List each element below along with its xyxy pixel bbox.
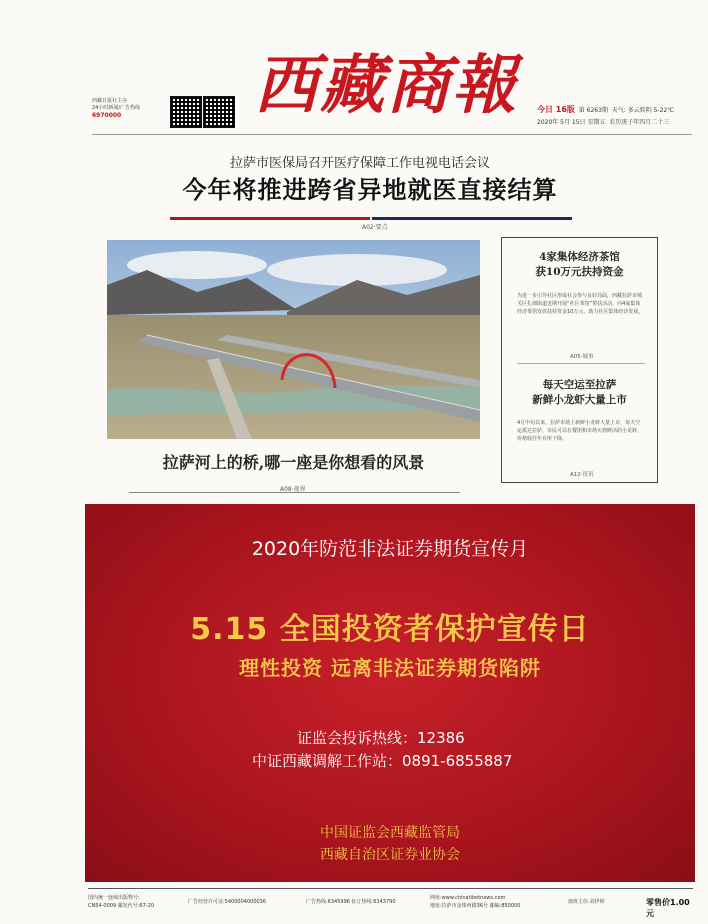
news-brief-box [501, 237, 658, 483]
page-footer [88, 888, 693, 917]
investor-protection-ad [85, 504, 695, 882]
brief-2-page-tag: A12·资讯 [570, 472, 594, 478]
photo-divider [129, 492, 460, 493]
brief-1-page-tag: A05·城事 [570, 354, 594, 360]
brief-2-text: 4月中旬以来，拉萨市场上新鲜小龙虾大量上市，每天空运抵达拉萨，市民可以在餐馆和市场买到鲜活的小龙虾，价格较往年有所下降。 [517, 420, 643, 442]
top-story-page-tag: A02·要点 [362, 224, 388, 231]
weather: 天气: 多云转阴 5-22℃ [611, 107, 674, 114]
brief-1-title-line1[interactable]: 4家集体经济茶馆 [539, 251, 620, 263]
masthead-publisher-info [92, 98, 170, 119]
newspaper-logo: 西藏商報 [254, 48, 518, 123]
photo-page-tag: A08·视界 [280, 486, 306, 493]
qr-code-icon [170, 96, 202, 128]
ad-sponsor-1: 中国证监会西藏监管局 [320, 825, 460, 841]
edition-label: 今日 16版 [537, 105, 575, 114]
brief-2-title-line1[interactable]: 每天空运至拉萨 [542, 379, 617, 391]
bridge-photo[interactable] [107, 240, 480, 439]
brief-1-text: 为进一步引导社区形成社会参与良好局面，西藏拉萨市城关区扎细街道近期开展“社区茶馆”帮扶活动，向4家集体经济茶馆发放扶持资金10万元，助力社区集体经济发展。 [517, 293, 644, 315]
publisher-line: 西藏日报社主办 [92, 98, 128, 104]
footer-address: 地址:拉萨市金珠西路36号 邮编:850000 [430, 903, 521, 909]
footer-cn-code: CN54-0009 邮发代号:67-20 [88, 903, 154, 909]
headline-underline-blue [372, 217, 572, 220]
lunar-date: 农历庚子年四月二十三 [609, 119, 670, 126]
top-story-headline[interactable]: 今年将推进跨省异地就医直接结算 [182, 176, 558, 204]
footer-price: 零售价1.00元 [646, 898, 690, 918]
masthead-issue-info [537, 104, 697, 129]
brief-divider [517, 363, 645, 364]
footer-cn-label: 国内统一连续出版物号: [88, 895, 140, 901]
ad-mediation-phone: 中证西藏调解工作站：0891-6855887 [252, 752, 513, 770]
footer-ad-phone: 广告热线:6345996 征订热线:6343790 [306, 899, 396, 905]
brief-1-title-line2[interactable]: 获10万元扶持资金 [535, 266, 624, 278]
top-story-kicker: 拉萨市医保局召开医疗保障工作电视电话会议 [229, 156, 490, 171]
masthead-divider [92, 134, 692, 135]
ad-slogan: 理性投资 远离非法证券期货陷阱 [239, 656, 541, 680]
photo-caption[interactable]: 拉萨河上的桥,哪一座是你想看的风景 [162, 453, 425, 472]
issue-number: 第 6263期 [578, 107, 608, 114]
qr-code-icon [203, 96, 235, 128]
issue-date: 2020年 5月 15日 星期五 [537, 119, 606, 126]
hotline-label: 24小时新闻/广告热线 [92, 105, 141, 111]
ad-headline: 5.15 全国投资者保护宣传日 [190, 612, 590, 647]
headline-underline-red [170, 217, 370, 220]
ad-campaign-title: 2020年防范非法证券期货宣传月 [251, 538, 529, 560]
footer-ad-license: 广告经营许可证:5400004000036 [188, 899, 267, 905]
footer-editor: 值班主任:刘伊婷 [568, 899, 605, 905]
footer-website[interactable]: 网址:www.chinatibetnews.com [430, 895, 506, 901]
ad-sponsor-2: 西藏自治区证券业协会 [320, 847, 460, 863]
ad-hotline: 证监会投诉热线：12386 [297, 729, 465, 747]
brief-2-title-line2[interactable]: 新鲜小龙虾大量上市 [532, 394, 627, 406]
hotline-number: 6970000 [92, 112, 122, 119]
